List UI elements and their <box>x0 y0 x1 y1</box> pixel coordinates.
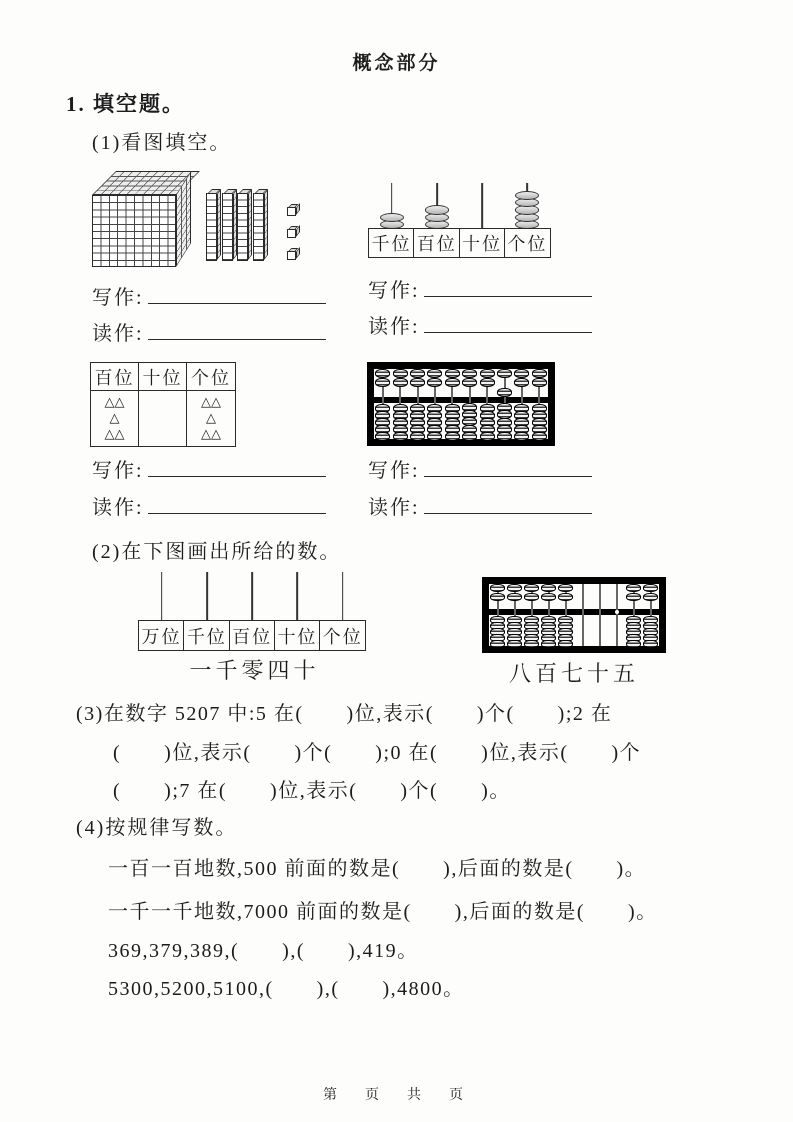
ten-rod <box>237 193 248 261</box>
answer-blank <box>148 287 326 304</box>
write-label: 写作: <box>368 460 420 482</box>
abacus-bead <box>524 640 539 648</box>
abacus-rod <box>481 183 483 228</box>
column-header: 百位 <box>91 363 139 391</box>
abacus-bead <box>532 432 547 441</box>
beam-unit-marker <box>615 610 619 614</box>
table-body-row <box>91 391 235 446</box>
abacus-bead <box>375 378 390 387</box>
answer-blank <box>148 497 326 514</box>
abacus-bead <box>507 593 522 601</box>
question-3-line: (3)在数字 5207 中:5 在( )位,表示( )个( );2 在 <box>76 703 613 725</box>
abacus-bead <box>507 584 522 592</box>
thousand-cube <box>88 170 193 268</box>
read-line <box>368 310 592 339</box>
part-4-label: (4)按规律写数。 <box>76 817 238 839</box>
abacus-bead <box>514 432 529 441</box>
abacus-bead <box>524 584 539 592</box>
base-ten-blocks-diagram <box>88 170 303 270</box>
abacus-bead <box>445 369 460 378</box>
abacus-rod <box>342 572 344 620</box>
place-value-label: 百位 <box>229 620 276 651</box>
place-value-column <box>319 572 366 651</box>
unit-cube <box>287 251 296 260</box>
write-label: 写作: <box>92 460 144 482</box>
answer-blank <box>424 316 592 333</box>
triangle-cell: △△ △ △△ <box>201 394 221 441</box>
abacus-bead <box>626 584 641 592</box>
read-line <box>92 317 326 346</box>
abacus-bead <box>375 432 390 441</box>
write-label: 写作: <box>92 287 144 309</box>
abacus-bead <box>445 432 460 441</box>
place-value-label: 千位 <box>183 620 230 651</box>
abacus-bead <box>427 369 442 378</box>
abacus-bead <box>410 369 425 378</box>
abacus-rod <box>206 572 208 620</box>
abacus-rod <box>599 584 601 646</box>
abacus-rod <box>616 584 618 646</box>
abacus-bead <box>558 584 573 592</box>
unit-cube <box>287 229 296 238</box>
write-line <box>92 281 326 310</box>
suanpan-abacus-empty <box>482 577 666 653</box>
read-label: 读作: <box>368 497 420 519</box>
read-label: 读作: <box>92 497 144 519</box>
abacus-bead <box>532 369 547 378</box>
abacus-bead <box>507 640 522 648</box>
question-3-line: ( );7 在( )位,表示( )个( )。 <box>113 780 511 802</box>
place-value-column <box>274 572 321 651</box>
abacus-bead <box>462 378 477 387</box>
number-caption-right: 八百七十五 <box>508 661 639 686</box>
abacus-bead <box>490 593 505 601</box>
part-1-label: (1)看图填空。 <box>92 132 232 154</box>
column-header: 个位 <box>187 363 235 391</box>
abacus-bead <box>480 369 495 378</box>
place-value-column <box>413 183 460 258</box>
read-label: 读作: <box>368 316 420 338</box>
write-line <box>368 274 592 303</box>
abacus-bead <box>393 369 408 378</box>
abacus-bead <box>462 432 477 441</box>
place-value-label: 百位 <box>413 228 460 258</box>
place-value-label: 千位 <box>368 228 415 258</box>
abacus-bead <box>490 640 505 648</box>
place-value-column <box>183 572 230 651</box>
abacus-bead <box>643 640 658 648</box>
abacus-bead <box>445 378 460 387</box>
column-header: 十位 <box>139 363 187 391</box>
triangle-cell <box>139 391 187 446</box>
place-value-label: 万位 <box>138 620 185 651</box>
abacus-bead <box>558 593 573 601</box>
write-line <box>92 454 326 483</box>
question-4-line: 5300,5200,5100,( ),( ),4800。 <box>108 978 465 1000</box>
abacus-bead <box>643 593 658 601</box>
abacus-bead <box>410 378 425 387</box>
abacus-bead <box>393 432 408 441</box>
read-label: 读作: <box>92 323 144 345</box>
abacus-bead <box>643 584 658 592</box>
place-value-column <box>368 183 415 258</box>
abacus-bead <box>480 432 495 441</box>
abacus-bead <box>497 432 512 441</box>
abacus-bead <box>490 584 505 592</box>
abacus-bead <box>514 369 529 378</box>
abacus-rod <box>251 572 253 620</box>
ten-rod <box>222 193 233 261</box>
abacus-bead <box>375 369 390 378</box>
abacus-rod <box>161 572 163 620</box>
question-1-heading: 1. 填空题。 <box>66 92 185 116</box>
answer-blank <box>424 460 592 477</box>
abacus-bead <box>626 640 641 648</box>
part-2-label: (2)在下图画出所给的数。 <box>92 541 342 563</box>
question-4-line: 一百一百地数,500 前面的数是( ),后面的数是( )。 <box>108 858 647 880</box>
answer-blank <box>148 323 326 340</box>
suanpan-abacus <box>367 362 555 446</box>
place-value-label: 个位 <box>319 620 366 651</box>
abacus-bead <box>497 388 512 397</box>
abacus-bead <box>541 593 556 601</box>
abacus-bead <box>524 593 539 601</box>
place-value-column <box>138 572 185 651</box>
place-value-label: 个位 <box>504 228 551 258</box>
place-value-column <box>504 183 551 258</box>
ten-rod <box>253 193 264 261</box>
abacus-bead <box>626 593 641 601</box>
triangle-place-value-table <box>90 362 236 447</box>
abacus-rod <box>297 572 299 620</box>
abacus-bead <box>532 378 547 387</box>
answer-blank <box>424 280 592 297</box>
table-header-row <box>91 363 235 391</box>
abacus-bead <box>558 640 573 648</box>
page-title: 概念部分 <box>352 53 441 74</box>
abacus-bead <box>480 378 495 387</box>
triangle-cell: △△ △ △△ <box>91 391 139 446</box>
abacus-bead <box>497 369 512 378</box>
write-label: 写作: <box>368 280 420 302</box>
answer-blank <box>424 497 592 514</box>
ten-rod <box>206 193 217 261</box>
place-value-label: 十位 <box>274 620 321 651</box>
abacus-bead <box>427 432 442 441</box>
question-4-line: 369,379,389,( ),( ),419。 <box>108 940 419 962</box>
abacus-rod <box>582 584 584 646</box>
write-line <box>368 454 592 483</box>
cube-front-face <box>92 195 176 267</box>
read-line <box>92 491 326 520</box>
abacus-bead <box>462 369 477 378</box>
page-footer: 第 页 共 页 <box>323 1088 470 1103</box>
abacus-bead <box>541 640 556 648</box>
answer-blank <box>148 460 326 477</box>
question-4-line: 一千一千地数,7000 前面的数是( ),后面的数是( )。 <box>108 901 658 923</box>
place-value-boxes <box>138 572 366 651</box>
place-value-label: 十位 <box>459 228 506 258</box>
place-value-abacus <box>368 183 551 258</box>
abacus-bead <box>427 378 442 387</box>
place-value-column <box>459 183 506 258</box>
abacus-bead <box>410 432 425 441</box>
question-3-line: ( )位,表示( )个( );0 在( )位,表示( )个 <box>113 742 642 764</box>
abacus-bead <box>514 378 529 387</box>
number-caption-left: 一千零四十 <box>189 658 320 683</box>
read-line <box>368 491 592 520</box>
abacus-bead <box>541 584 556 592</box>
abacus-bead <box>393 378 408 387</box>
unit-cube <box>287 207 296 216</box>
place-value-column <box>229 572 276 651</box>
